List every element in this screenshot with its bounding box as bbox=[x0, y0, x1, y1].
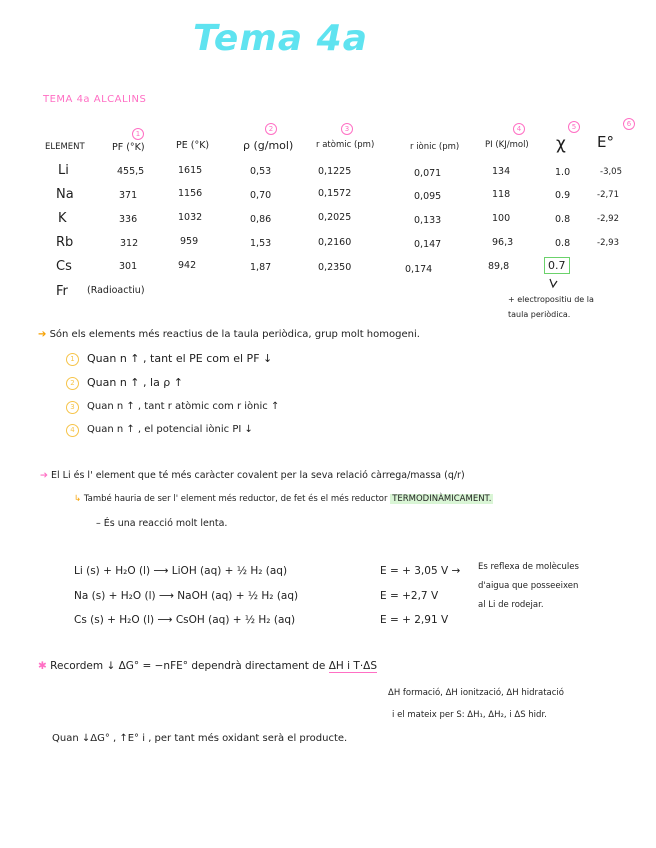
bullet-3: Quan n ↑ , tant r atòmic com r iònic ↑ bbox=[87, 401, 280, 412]
header-chi: χ bbox=[556, 134, 566, 154]
section2-highlight: TERMODINÀMICAMENT. bbox=[392, 494, 492, 504]
bullet-marker-2: 2 bbox=[66, 377, 79, 390]
header-pi: PI (KJ/mol) bbox=[485, 140, 529, 150]
section3-underlined: ΔH i T·ΔS bbox=[328, 660, 378, 672]
page-title: Tema 4a bbox=[193, 18, 369, 59]
header-element: ELEMENT bbox=[45, 142, 85, 152]
reaction-li: Li (s) + H₂O (l) ⟶ LiOH (aq) + ½ H₂ (aq) bbox=[74, 565, 288, 577]
reaction-na: Na (s) + H₂O (l) ⟶ NaOH (aq) + ½ H₂ (aq) bbox=[74, 590, 299, 602]
section3-line2: ΔH formació, ΔH ionització, ΔH hidratació bbox=[388, 688, 564, 698]
section2-line2: També hauria de ser l' element més reductor, de fet és el més reductor bbox=[83, 494, 388, 504]
section3-line1: Recordem ↓ ΔG° = −nFE° dependrà directament de bbox=[50, 660, 326, 672]
header-e0: E° bbox=[597, 133, 614, 151]
reaction-na-potential: E = +2,7 V bbox=[380, 590, 439, 602]
header-ionic-radius: r iònic (pm) bbox=[410, 142, 460, 152]
marker-4: 4 bbox=[513, 123, 525, 135]
section3-line4: Quan ↓ΔG° , ↑E° i , per tant més oxidant serà el producte. bbox=[52, 733, 348, 744]
cs-electronegativity: 0.7 bbox=[544, 257, 570, 274]
bullet-marker-1: 1 bbox=[66, 353, 79, 366]
section2-line1-row bbox=[40, 470, 465, 481]
reaction-side-note: Es reflexa de molècules d'aigua que posseeixen al Li de rodejar. bbox=[478, 562, 579, 610]
section-subtitle: TEMA 4a ALCALINS bbox=[43, 94, 147, 105]
return-arrow-icon: ↳ bbox=[74, 494, 82, 504]
arrow-right-icon: ➔ bbox=[40, 470, 48, 481]
star-icon: ✱ bbox=[38, 660, 47, 672]
section3-line3: i el mateix per S: ΔH₁, ΔH₂, i ΔS hidr. bbox=[392, 710, 547, 720]
header-pf: PF (°K) bbox=[112, 142, 145, 153]
marker-3: 3 bbox=[341, 123, 353, 135]
bullet-marker-3: 3 bbox=[66, 401, 79, 414]
marker-2: 2 bbox=[265, 123, 277, 135]
arrow-right-icon: ➔ bbox=[38, 329, 47, 340]
reaction-li-potential: E = + 3,05 V → bbox=[380, 565, 461, 577]
check-arrow-icon bbox=[547, 277, 559, 293]
section1-intro: Són els elements més reactius de la taula periòdica, grup molt homogeni. bbox=[49, 329, 420, 340]
reaction-cs: Cs (s) + H₂O (l) ⟶ CsOH (aq) + ½ H₂ (aq) bbox=[74, 614, 296, 626]
bullet-2: Quan n ↑ , la ρ ↑ bbox=[87, 376, 184, 389]
section3-line1-row bbox=[38, 660, 377, 672]
section2-line1: El Li és l' element que té més caràcter covalent per la seva relació càrrega/massa (q/r) bbox=[51, 470, 465, 481]
bullet-1: Quan n ↑ , tant el PE com el PF ↓ bbox=[87, 352, 273, 365]
marker-5: 5 bbox=[568, 121, 580, 133]
header-pe: PE (°K) bbox=[176, 140, 210, 151]
cs-note: + electropositiu de la taula periòdica. bbox=[508, 295, 594, 319]
header-atomic-radius: r atòmic (pm) bbox=[316, 140, 375, 150]
section2-line2-row bbox=[74, 494, 493, 504]
reaction-cs-potential: E = + 2,91 V bbox=[380, 614, 449, 626]
bullet-4: Quan n ↑ , el potencial iònic PI ↓ bbox=[87, 424, 253, 435]
header-density: ρ (g/mol) bbox=[243, 139, 294, 152]
marker-1: 1 bbox=[132, 128, 144, 140]
marker-6: 6 bbox=[623, 118, 635, 130]
section2-line3: – És una reacció molt lenta. bbox=[96, 518, 228, 529]
section1-intro-row bbox=[38, 329, 420, 340]
bullet-marker-4: 4 bbox=[66, 424, 79, 437]
